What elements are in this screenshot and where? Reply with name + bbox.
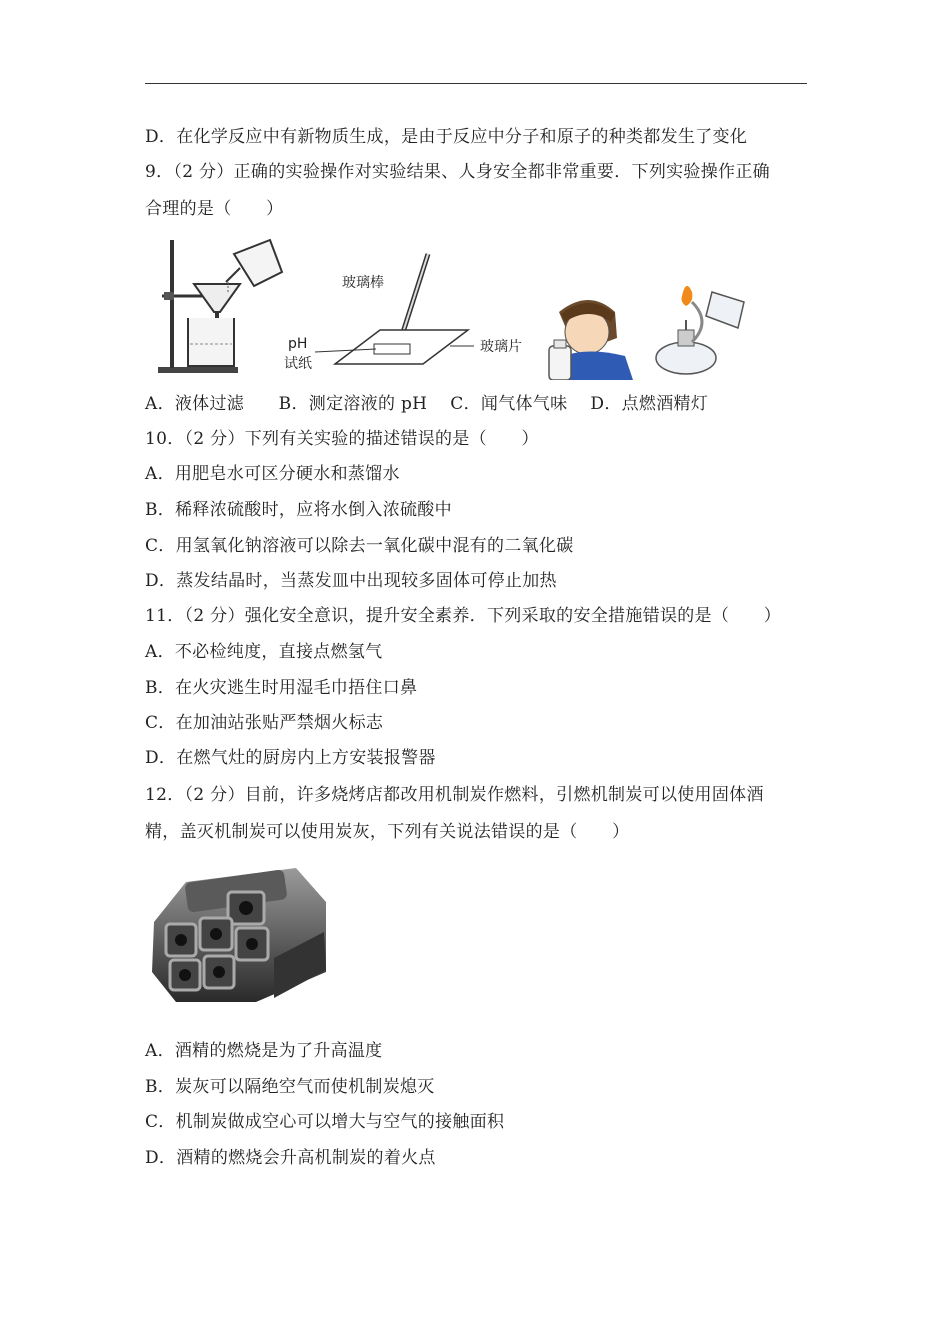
q12-option-b: B．炭灰可以隔绝空气而使机制炭熄灭 xyxy=(145,1077,435,1097)
q12-stem-line2: 精，盖灭机制炭可以使用炭灰，下列有关说法错误的是（ ） xyxy=(145,822,630,842)
glass-slide-label: 玻璃片 xyxy=(480,339,522,355)
q12-option-c: C．机制炭做成空心可以增大与空气的接触面积 xyxy=(145,1112,505,1132)
charcoal-figure xyxy=(146,862,328,1007)
q12-option-d: D．酒精的燃烧会升高机制炭的着火点 xyxy=(145,1148,436,1168)
q10-option-d: D．蒸发结晶时，当蒸发皿中出现较多固体可停止加热 xyxy=(145,571,557,591)
q9-options: A．液体过滤 B．测定溶液的 pH C．闻气体气味 D．点燃酒精灯 xyxy=(145,394,709,414)
header-rule xyxy=(145,83,807,84)
q12-stem-line1: 12．（2 分）目前，许多烧烤店都改用机制炭作燃料，引燃机制炭可以使用固体酒 xyxy=(145,785,764,805)
ph-test-figure xyxy=(280,252,530,380)
q11-option-c: C．在加油站张贴严禁烟火标志 xyxy=(145,713,384,733)
q10-option-c: C．用氢氧化钠溶液可以除去一氧化碳中混有的二氧化碳 xyxy=(145,536,574,556)
ph-label: pH xyxy=(288,336,308,352)
q8-option-d: D．在化学反应中有新物质生成，是由于反应中分子和原子的种类都发生了变化 xyxy=(145,127,748,147)
filtration-figure xyxy=(150,232,285,380)
q11-option-a: A．不必检纯度，直接点燃氢气 xyxy=(145,642,383,662)
alcohol-lamp-figure xyxy=(652,272,752,380)
q10-stem: 10．（2 分）下列有关实验的描述错误的是（ ） xyxy=(145,429,539,449)
q9-stem-line2: 合理的是（ ） xyxy=(145,199,284,219)
q11-option-b: B．在火灾逃生时用湿毛巾捂住口鼻 xyxy=(145,678,418,698)
q9-stem-line1: 9．（2 分）正确的实验操作对实验结果、人身安全都非常重要．下列实验操作正确 xyxy=(145,162,770,182)
glass-rod-label: 玻璃棒 xyxy=(342,275,384,291)
q10-option-b: B．稀释浓硫酸时，应将水倒入浓硫酸中 xyxy=(145,500,452,520)
q12-option-a: A．酒精的燃烧是为了升高温度 xyxy=(145,1041,383,1061)
q10-option-a: A．用肥皂水可区分硬水和蒸馏水 xyxy=(145,464,400,484)
test-paper-label: 试纸 xyxy=(284,356,312,372)
smell-gas-figure xyxy=(545,292,637,380)
q11-option-d: D．在燃气灶的厨房内上方安装报警器 xyxy=(145,748,436,768)
q11-stem: 11．（2 分）强化安全意识，提升安全素养．下列采取的安全措施错误的是（ ） xyxy=(145,606,782,626)
